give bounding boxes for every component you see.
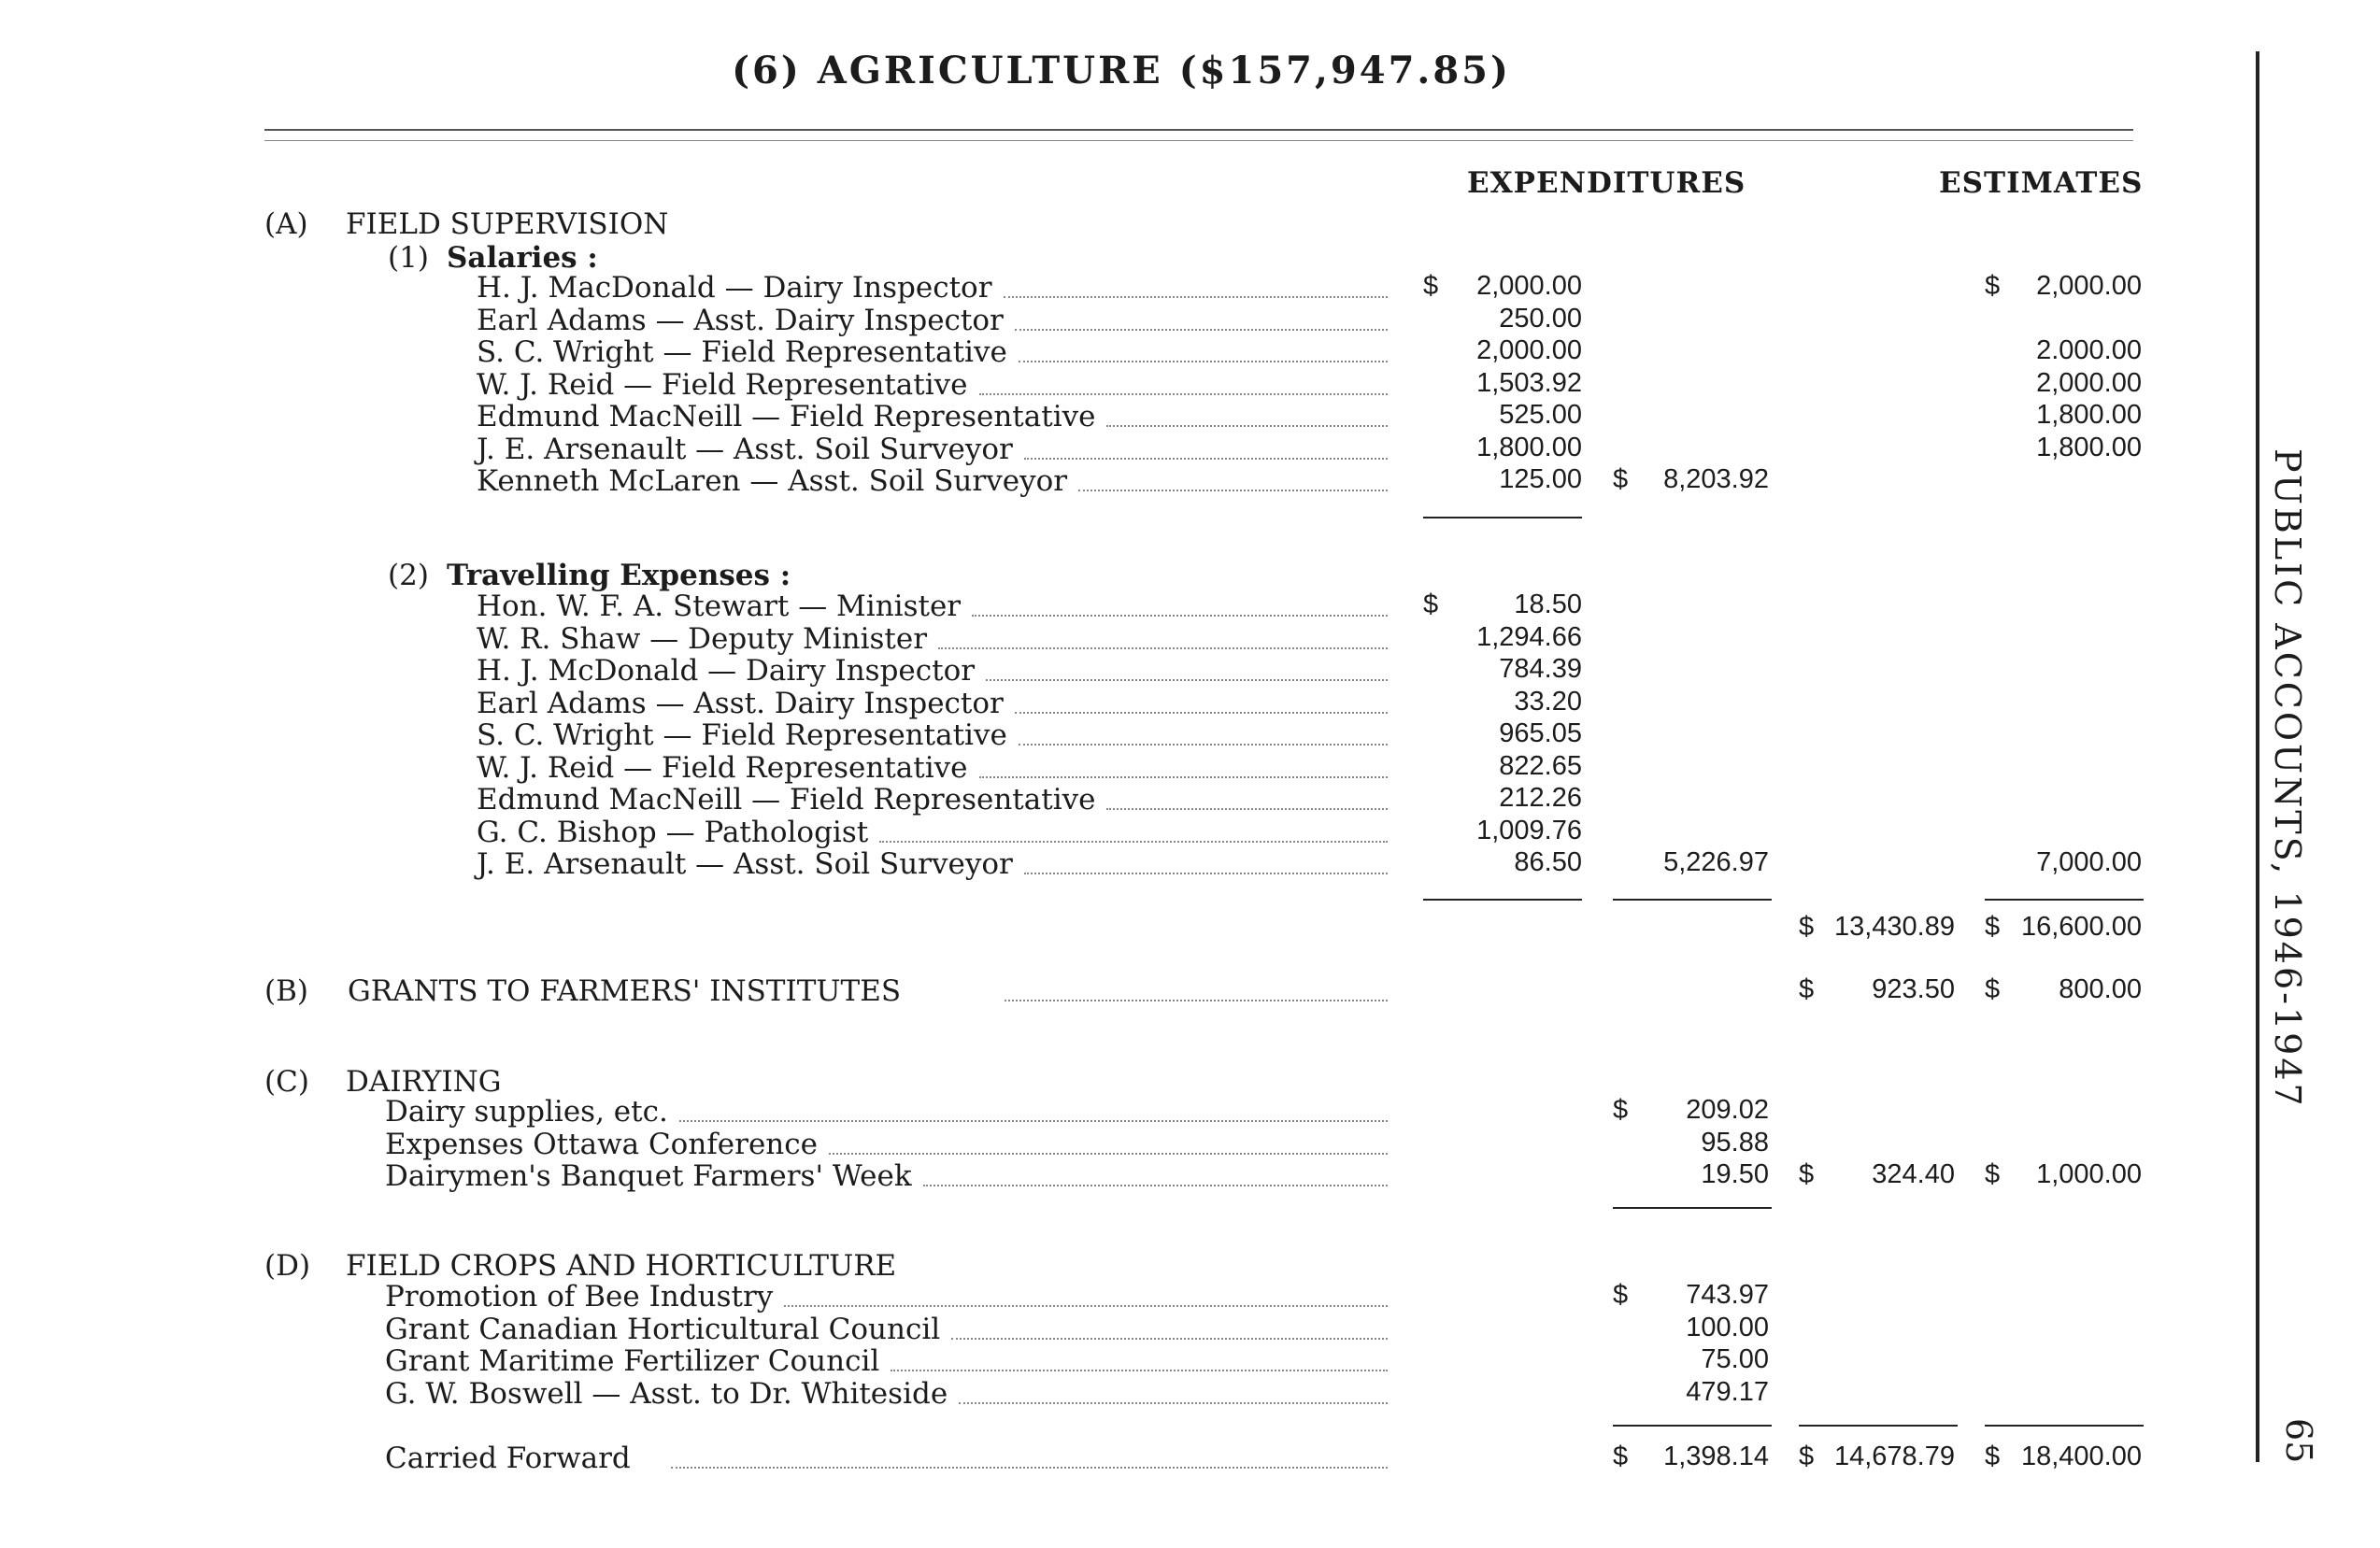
dot-leader — [879, 841, 1388, 843]
total-dollar-sign: $ — [1799, 1159, 1815, 1189]
dot-leader — [679, 1120, 1388, 1122]
carried-forward-label: Carried Forward — [385, 1441, 631, 1475]
subtotal-amount: 5,226.97 — [1663, 847, 1769, 877]
subtotal-amount: 95.88 — [1701, 1127, 1769, 1157]
dot-leader — [1005, 1000, 1388, 1001]
dairying-underline — [1613, 1207, 1772, 1209]
ledger-row — [0, 1159, 2243, 1197]
dot-leader — [1106, 425, 1388, 427]
line-item-label: S. C. Wright — Field Representative — [477, 335, 1007, 369]
estimate-amount: 2.000.00 — [2036, 335, 2142, 365]
estimate-dollar-sign: $ — [1985, 912, 2001, 942]
section-estimate-amount: 16,600.00 — [2020, 912, 2142, 942]
section-title: DAIRYING — [346, 1065, 502, 1099]
line-item-label: Dairy supplies, etc. — [385, 1095, 668, 1129]
section-total-amount: 923.50 — [1872, 974, 1955, 1004]
section-b-row — [0, 974, 2243, 1012]
dot-leader — [1019, 361, 1388, 362]
line-item-label: W. J. Reid — Field Representative — [477, 367, 968, 402]
dot-leader — [1024, 458, 1388, 460]
line-item-label: S. C. Wright — Field Representative — [477, 718, 1007, 752]
title-rule-top — [264, 129, 2133, 131]
carried-underline-2 — [1799, 1425, 1958, 1427]
expenditure-amount: 1,009.76 — [1476, 815, 1582, 845]
line-item-label: G. C. Bishop — Pathologist — [477, 815, 869, 849]
expenditure-amount: 250.00 — [1499, 303, 1582, 334]
section-letter: (C) — [264, 1065, 309, 1099]
estimate-dollar-sign: $ — [1985, 1441, 2001, 1471]
expenditure-amount: 822.65 — [1499, 750, 1582, 781]
line-item-label: Grant Canadian Horticultural Council — [385, 1312, 941, 1346]
estimate-amount: 1,800.00 — [2036, 432, 2142, 462]
line-item-label: Edmund MacNeill — Field Representative — [477, 400, 1096, 433]
expenditures-header: EXPENDITURES — [1467, 166, 1746, 200]
total-dollar-sign: $ — [1799, 1441, 1815, 1471]
dot-leader — [1004, 296, 1388, 298]
estimate-underline — [1985, 899, 2144, 901]
line-item-label: G. W. Boswell — Asst. to Dr. Whiteside — [385, 1376, 948, 1411]
ledger-row — [0, 464, 2243, 502]
expenditure-amount: 965.05 — [1499, 718, 1582, 748]
expenditure-dollar-sign: $ — [1423, 271, 1439, 301]
carried-underline-3 — [1985, 1425, 2144, 1427]
dot-leader — [959, 1402, 1388, 1404]
section-a-total-row — [0, 912, 2243, 949]
expenditure-amount: 784.39 — [1499, 654, 1582, 684]
estimate-dollar-sign: $ — [1985, 1159, 2001, 1189]
expenditure-amount: 2,000.00 — [1476, 271, 1582, 301]
estimate-amount: 2,000.00 — [2036, 367, 2142, 398]
section-estimate-amount: 800.00 — [2059, 974, 2142, 1004]
line-item-label: J. E. Arsenault — Asst. Soil Surveyor — [477, 432, 1013, 466]
subtotal-amount: 100.00 — [1686, 1312, 1769, 1342]
carried-forward-row — [0, 1441, 2243, 1479]
section-title: GRANTS TO FARMERS' INSTITUTES — [348, 974, 902, 1008]
carried-estimate: 18,400.00 — [2020, 1441, 2142, 1471]
section-letter: (A) — [264, 207, 308, 241]
section-letter: (D) — [264, 1249, 311, 1283]
section-title: FIELD CROPS AND HORTICULTURE — [346, 1249, 897, 1283]
line-item-label: Edmund MacNeill — Field Representative — [477, 783, 1096, 817]
dot-leader — [1024, 873, 1388, 874]
dot-leader — [671, 1467, 1388, 1469]
dot-leader — [891, 1370, 1388, 1371]
line-item-label: Grant Maritime Fertilizer Council — [385, 1344, 880, 1378]
subtotal-dollar-sign: $ — [1613, 1280, 1629, 1310]
ledger-row — [0, 847, 2243, 885]
carried-underline-1 — [1613, 1425, 1772, 1427]
dot-leader — [1015, 712, 1388, 714]
line-item-label: W. R. Shaw — Deputy Minister — [477, 621, 928, 656]
expenditure-amount: 125.00 — [1499, 464, 1582, 494]
section-a-heading — [0, 207, 2243, 245]
page-title: (6) AGRICULTURE ($157,947.85) — [732, 49, 1511, 92]
expenditure-amount: 33.20 — [1514, 686, 1582, 717]
subsection-title: Salaries : — [447, 241, 598, 275]
estimate-amount: 1,000.00 — [2036, 1159, 2142, 1189]
salaries-underline — [1423, 517, 1582, 518]
dot-leader — [1078, 490, 1388, 491]
line-item-label: H. J. McDonald — Dairy Inspector — [477, 654, 976, 688]
estimate-dollar-sign: $ — [1985, 974, 2001, 1004]
expenditure-amount: 18.50 — [1514, 589, 1582, 619]
estimate-dollar-sign: $ — [1985, 271, 2001, 301]
dot-leader — [951, 1338, 1388, 1340]
estimates-header: ESTIMATES — [1939, 166, 2144, 200]
line-item-label: Hon. W. F. A. Stewart — Minister — [477, 589, 962, 623]
subtotal-amount: 19.50 — [1701, 1159, 1769, 1189]
travelling-underline-1 — [1423, 899, 1582, 901]
expenditure-amount: 2,000.00 — [1476, 335, 1582, 365]
subtotal-amount: 479.17 — [1686, 1376, 1769, 1407]
total-dollar-sign: $ — [1799, 912, 1815, 942]
line-item-label: W. J. Reid — Field Representative — [477, 750, 968, 785]
subsection-number: (2) — [388, 559, 429, 592]
dot-leader — [784, 1305, 1388, 1307]
subtotal-amount: 209.02 — [1686, 1095, 1769, 1125]
section-letter: (B) — [264, 974, 308, 1008]
carried-subtotal: 1,398.14 — [1663, 1441, 1769, 1471]
dot-leader — [986, 679, 1388, 681]
section-total-amount: 13,430.89 — [1833, 912, 1955, 942]
expenditure-amount: 212.26 — [1499, 783, 1582, 813]
side-running-title: PUBLIC ACCOUNTS, 1946-1947 — [2267, 448, 2308, 1109]
expenditure-dollar-sign: $ — [1423, 589, 1439, 619]
line-item-label: Earl Adams — Asst. Dairy Inspector — [477, 303, 1004, 337]
total-dollar-sign: $ — [1799, 974, 1815, 1004]
estimate-amount: 2,000.00 — [2036, 271, 2142, 301]
subtotal-amount: 8,203.92 — [1663, 464, 1769, 494]
section-title: FIELD SUPERVISION — [346, 207, 669, 241]
expenditure-amount: 1,294.66 — [1476, 621, 1582, 652]
subtotal-dollar-sign: $ — [1613, 1095, 1629, 1125]
estimate-amount: 1,800.00 — [2036, 400, 2142, 430]
line-item-label: Promotion of Bee Industry — [385, 1280, 774, 1314]
line-item-label: Dairymen's Banquet Farmers' Week — [385, 1159, 912, 1193]
page-number: 65 — [2278, 1418, 2319, 1464]
total-amount: 324.40 — [1872, 1159, 1955, 1189]
dot-leader — [979, 393, 1388, 395]
page-edge-rule — [2256, 51, 2259, 1462]
line-item-label: J. E. Arsenault — Asst. Soil Surveyor — [477, 847, 1013, 881]
line-item-label: H. J. MacDonald — Dairy Inspector — [477, 271, 992, 305]
ledger-row — [0, 1377, 2243, 1414]
expenditure-amount: 1,503.92 — [1476, 367, 1582, 398]
subsection-title: Travelling Expenses : — [447, 559, 791, 592]
title-rule-bottom — [264, 140, 2133, 141]
estimate-amount: 7,000.00 — [2036, 847, 2142, 877]
dot-leader — [829, 1153, 1388, 1155]
expenditure-amount: 86.50 — [1514, 847, 1582, 877]
travelling-underline-2 — [1613, 899, 1772, 901]
expenditure-amount: 1,800.00 — [1476, 432, 1582, 462]
subtotal-dollar-sign: $ — [1613, 1441, 1629, 1471]
dot-leader — [923, 1185, 1388, 1186]
dot-leader — [938, 647, 1388, 649]
line-item-label: Expenses Ottawa Conference — [385, 1127, 818, 1161]
dot-leader — [1015, 329, 1388, 331]
line-item-label: Earl Adams — Asst. Dairy Inspector — [477, 686, 1004, 720]
subsection-number: (1) — [388, 241, 429, 275]
line-item-label: Kenneth McLaren — Asst. Soil Surveyor — [477, 464, 1068, 498]
expenditure-amount: 525.00 — [1499, 400, 1582, 430]
dot-leader — [1019, 744, 1388, 746]
subtotal-amount: 75.00 — [1701, 1344, 1769, 1374]
subtotal-amount: 743.97 — [1686, 1280, 1769, 1310]
subtotal-dollar-sign: $ — [1613, 464, 1629, 494]
dot-leader — [979, 776, 1388, 778]
dot-leader — [1106, 808, 1388, 810]
dot-leader — [972, 615, 1388, 617]
carried-total: 14,678.79 — [1833, 1441, 1955, 1471]
